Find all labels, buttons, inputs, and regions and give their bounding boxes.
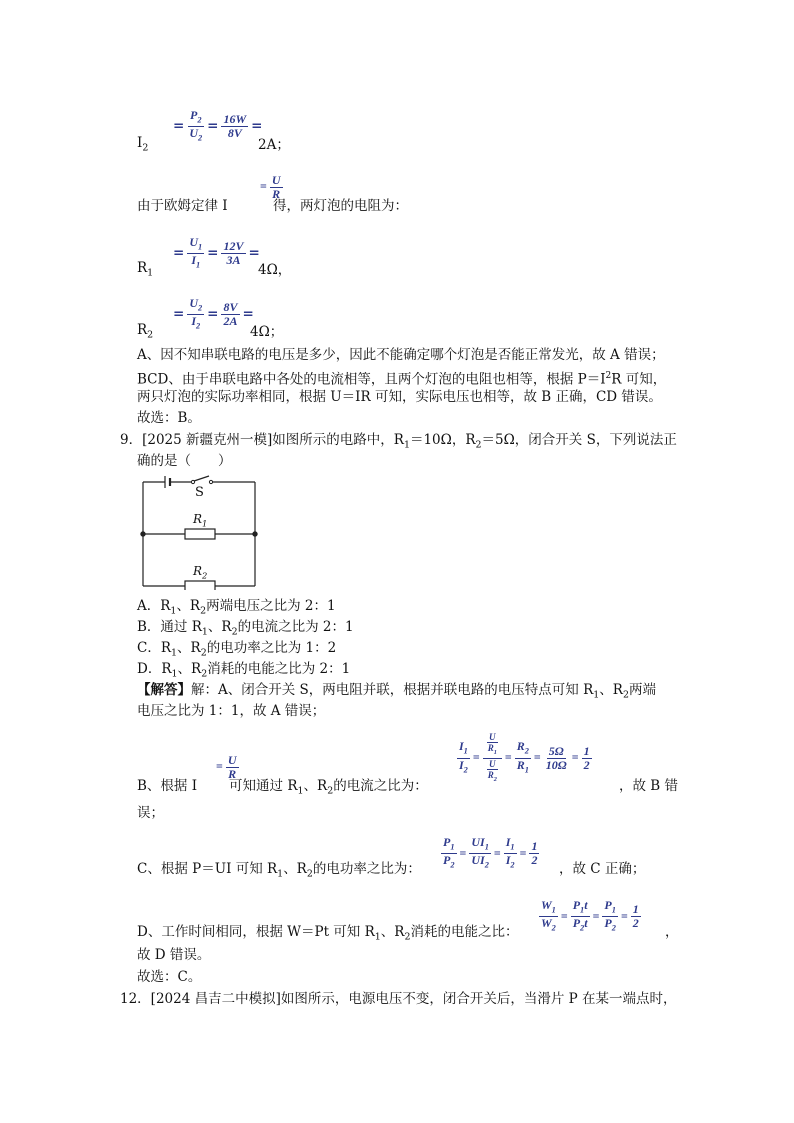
solution-d: D、工作时间相同，根据 W＝Pt 可知 $R_1$、$R_2$消耗的电能之比： (137, 924, 519, 943)
option-a[interactable]: A．$R_1$、$R_2$两端电压之比为 2：1 (137, 598, 336, 617)
question-12: 12．[2024 昌吉二中模拟]如图所示，电源电压不变，闭合开关后，当滑片 P 在某一端点时， (120, 991, 677, 1007)
current-ratio-formula: $\frac{I_1}{I_2}$ = $\frac{\frac{U}{R_1}}{\frac{U}{R_2}}$ = $\frac{R_2}{R_1}$ = $\frac{5\Omega}{10\Omega}$ = $\frac{1}{2}$ (459, 732, 590, 783)
option-d[interactable]: D．$R_1$、$R_2$消耗的电能之比为 2：1 (137, 661, 351, 680)
switch-blade (194, 476, 209, 481)
energy-ratio-formula: $\frac{W_1}{W_2}$ = $\frac{P_1t}{P_2t}$ = $\frac{P_1}{P_2}$ = $\frac{1}{2}$ (541, 898, 639, 933)
option-b[interactable]: B．通过 $R_1$、$R_2$的电流之比为 2：1 (137, 619, 354, 638)
r2-label: $R_2$ (193, 564, 208, 581)
r1-label: $R_1$ (193, 512, 208, 529)
resistor-r2 (185, 581, 215, 590)
resistor-r1 (185, 529, 215, 539)
switch-label: S (195, 485, 204, 500)
power-ratio-formula: $\frac{P_1}{P_2}$ = $\frac{UI_1}{UI_2}$ = $\frac{I_1}{I_2}$ = $\frac{1}{2}$ (443, 835, 538, 870)
solution-a: 【解答】解：A、闭合开关 S，两电阻并联，根据并联电路的电压特点可知 $R_1$、$R_2$两端 (137, 682, 656, 701)
ohm-fraction: = $\frac{U}{R}$ (216, 753, 237, 781)
option-c[interactable]: C．$R_1$、$R_2$的电功率之比为 1：2 (137, 640, 337, 659)
solution-b: B、根据 I 可知通过 $R_1$、$R_2$的电流之比为： (137, 778, 428, 797)
solution-c: C、根据 P＝UI 可知 $R_1$、$R_2$的电功率之比为： (137, 861, 421, 880)
switch-contact-right (209, 480, 212, 483)
junction-right (253, 532, 257, 536)
junction-left (141, 532, 145, 536)
